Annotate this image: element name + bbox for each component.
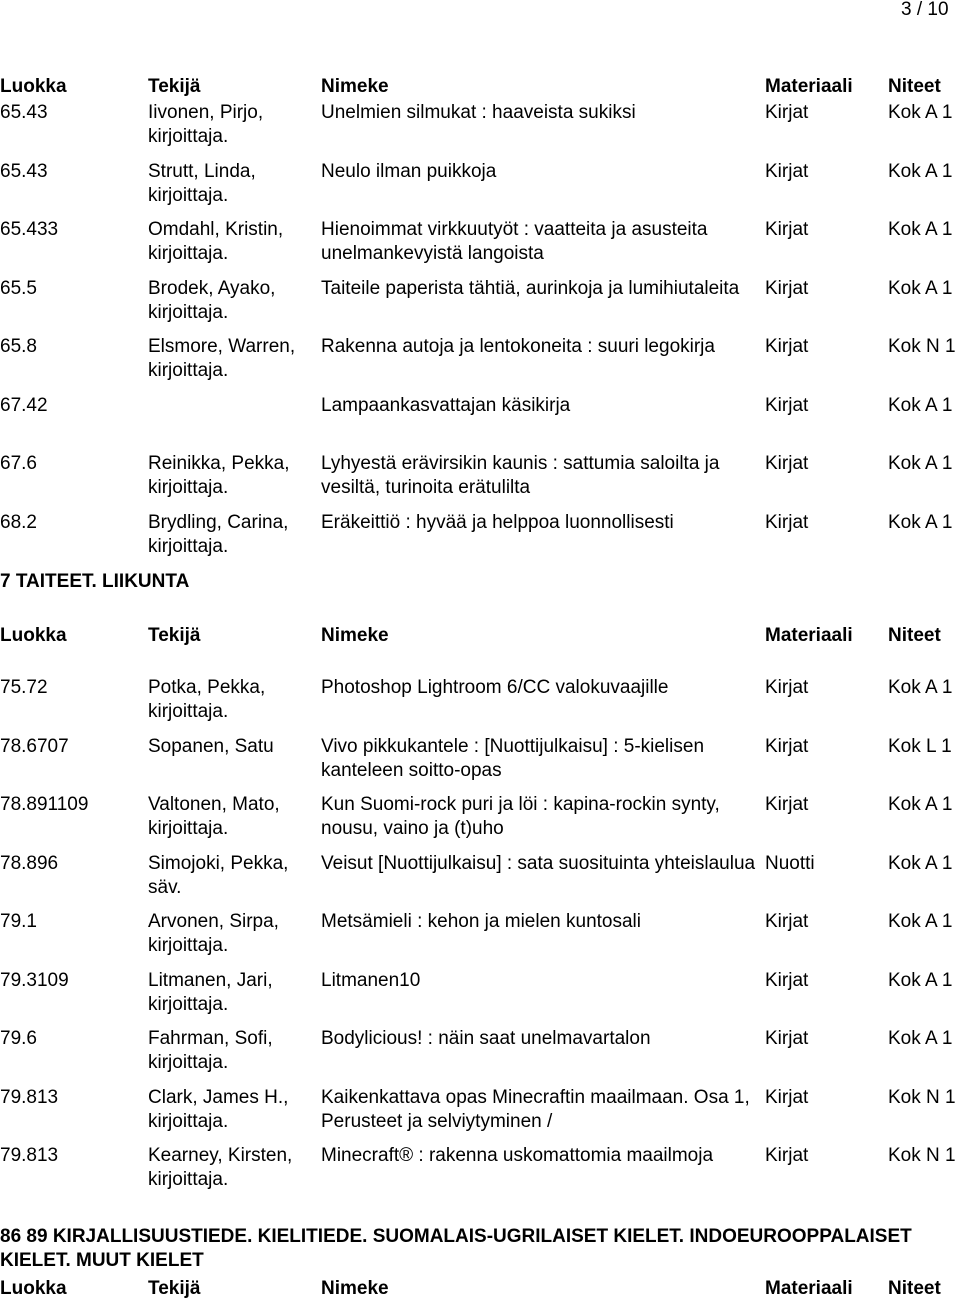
cell-author: Brydling, Carina, kirjoittaja. (148, 511, 289, 557)
cell-title: Lyhyestä erävirsikin kaunis : sattumia saloilta ja vesiltä, turinoita erätulilta (321, 453, 720, 498)
header-class: Luokka (0, 76, 67, 97)
cell-material: Kirjat (765, 911, 809, 932)
table-row (0, 335, 960, 394)
cell-class: 79.3109 (0, 969, 69, 991)
cell-author: Elsmore, Warren, kirjoittaja. (148, 336, 296, 381)
table-row (0, 511, 960, 570)
cell-material: Kirjat (765, 677, 809, 698)
table-row (0, 277, 960, 336)
cell-class: 75.72 (0, 677, 48, 698)
cell-class: 79.813 (0, 1086, 59, 1108)
table-row (0, 160, 960, 219)
cell-material: Kirjat (765, 277, 809, 299)
table-row (0, 676, 960, 735)
table-row (0, 852, 960, 911)
cell-class: 67.6 (0, 453, 37, 474)
cell-material: Kirjat (765, 160, 809, 182)
cell-title: Lampaankasvattajan käsikirja (321, 394, 571, 416)
cell-shelf: Kok N 1 (888, 1086, 956, 1108)
cell-author: Potka, Pekka, kirjoittaja. (148, 677, 266, 722)
cell-author: Arvonen, Sirpa, kirjoittaja. (148, 911, 279, 956)
cell-shelf: Kok A 1 (888, 102, 953, 123)
header-shelf: Niteet (888, 625, 941, 646)
table-row (0, 793, 960, 852)
table-row (0, 101, 960, 160)
cell-title: Kaikenkattava opas Minecraftin maailmaan. Osa 1, Perusteet ja selviytyminen / (321, 1086, 750, 1132)
cell-author: Brodek, Ayako, kirjoittaja. (148, 277, 276, 323)
cell-author: Reinikka, Pekka, kirjoittaja. (148, 453, 290, 498)
cell-author: Omdahl, Kristin, kirjoittaja. (148, 219, 284, 264)
table-header (0, 624, 960, 648)
cell-author: Litmanen, Jari, kirjoittaja. (148, 969, 273, 1015)
cell-class: 67.42 (0, 394, 48, 416)
table-row (0, 735, 960, 794)
cell-shelf: Kok A 1 (888, 219, 953, 240)
header-class: Luokka (0, 1278, 67, 1299)
table-row (0, 452, 960, 511)
cell-title: Eräkeittiö : hyvää ja helppoa luonnollisesti (321, 511, 674, 533)
cell-class: 79.1 (0, 911, 37, 932)
cell-title: Kun Suomi-rock puri ja löi : kapina-rockin synty, nousu, vaino ja (t)uho (321, 794, 720, 839)
cell-author: Iivonen, Pirjo, kirjoittaja. (148, 102, 264, 147)
cell-material: Kirjat (765, 394, 809, 416)
header-title: Nimeke (321, 625, 389, 646)
cell-shelf: Kok A 1 (888, 1028, 953, 1049)
header-author: Tekijä (148, 625, 201, 646)
cell-title: Rakenna autoja ja lentokoneita : suuri legokirja (321, 336, 715, 357)
cell-class: 65.433 (0, 219, 59, 240)
table-row (0, 910, 960, 969)
cell-shelf: Kok N 1 (888, 1145, 956, 1166)
table-row (0, 969, 960, 1028)
cell-shelf: Kok A 1 (888, 160, 953, 182)
cell-material: Nuotti (765, 852, 815, 874)
cell-class: 68.2 (0, 511, 37, 533)
cell-title: Vivo pikkukantele : [Nuottijulkaisu] : 5-kielisen kanteleen soitto-opas (321, 735, 705, 781)
header-title: Nimeke (321, 76, 389, 97)
cell-material: Kirjat (765, 969, 809, 991)
cell-author: Sopanen, Satu (148, 735, 274, 757)
cell-title: Bodylicious! : näin saat unelmavartalon (321, 1028, 651, 1049)
cell-author: Strutt, Linda, kirjoittaja. (148, 160, 256, 206)
cell-material: Kirjat (765, 511, 809, 533)
cell-material: Kirjat (765, 102, 809, 123)
cell-class: 65.43 (0, 160, 48, 182)
cell-shelf: Kok N 1 (888, 336, 956, 357)
cell-shelf: Kok A 1 (888, 794, 953, 815)
cell-title: Taiteile paperista tähtiä, aurinkoja ja lumihiutaleita (321, 277, 740, 299)
table-row (0, 218, 960, 277)
cell-author: Simojoki, Pekka, säv. (148, 852, 289, 898)
cell-class: 65.5 (0, 277, 37, 299)
cell-shelf: Kok L 1 (888, 735, 952, 757)
table-row (0, 394, 960, 453)
cell-material: Kirjat (765, 735, 809, 757)
section-title-arts: 7 TAITEET. LIIKUNTA (0, 571, 190, 592)
cell-material: Kirjat (765, 1028, 809, 1049)
cell-author: Valtonen, Mato, kirjoittaja. (148, 794, 280, 839)
catalog-table-1 (0, 75, 960, 557)
catalog-table-2 (0, 624, 960, 1190)
catalog-table-3 (0, 1277, 960, 1301)
cell-material: Kirjat (765, 453, 809, 474)
cell-class: 78.896 (0, 852, 59, 874)
cell-shelf: Kok A 1 (888, 394, 953, 416)
header-material: Materiaali (765, 1278, 853, 1299)
section-title-literature (0, 1225, 960, 1273)
table-row (0, 1144, 960, 1203)
cell-material: Kirjat (765, 219, 809, 240)
header-title: Nimeke (321, 1278, 389, 1299)
cell-class: 79.6 (0, 1028, 37, 1049)
cell-material: Kirjat (765, 1145, 809, 1166)
header-material: Materiaali (765, 625, 853, 646)
cell-author: Kearney, Kirsten, kirjoittaja. (148, 1145, 293, 1190)
header-author: Tekijä (148, 76, 201, 97)
table-row (0, 1027, 960, 1086)
header-material: Materiaali (765, 76, 853, 97)
cell-author: Clark, James H., kirjoittaja. (148, 1086, 289, 1132)
cell-shelf: Kok A 1 (888, 511, 953, 533)
cell-shelf: Kok A 1 (888, 453, 953, 474)
header-author: Tekijä (148, 1278, 201, 1299)
cell-shelf: Kok A 1 (888, 969, 953, 991)
cell-title: Hienoimmat virkkuutyöt : vaatteita ja asusteita unelmankevyistä langoista (321, 219, 708, 264)
cell-title: Neulo ilman puikkoja (321, 160, 497, 182)
cell-class: 78.891109 (0, 794, 89, 815)
cell-class: 78.6707 (0, 735, 69, 757)
table-header (0, 1277, 960, 1301)
cell-author: Fahrman, Sofi, kirjoittaja. (148, 1028, 273, 1073)
cell-material: Kirjat (765, 794, 809, 815)
page-number: 3 / 10 (901, 0, 949, 20)
cell-title: Metsämieli : kehon ja mielen kuntosali (321, 911, 641, 932)
cell-class: 79.813 (0, 1145, 59, 1166)
cell-title: Unelmien silmukat : haaveista sukiksi (321, 102, 636, 123)
cell-class: 65.43 (0, 102, 48, 123)
cell-shelf: Kok A 1 (888, 911, 953, 932)
cell-title: Veisut [Nuottijulkaisu] : sata suosituinta yhteislaulua (321, 852, 756, 874)
cell-class: 65.8 (0, 336, 37, 357)
cell-material: Kirjat (765, 336, 809, 357)
cell-shelf: Kok A 1 (888, 852, 953, 874)
cell-title: Photoshop Lightroom 6/CC valokuvaajille (321, 677, 669, 698)
cell-shelf: Kok A 1 (888, 277, 953, 299)
table-header (0, 75, 960, 99)
cell-title: Litmanen10 (321, 969, 421, 991)
cell-material: Kirjat (765, 1086, 809, 1108)
cell-title: Minecraft® : rakenna uskomattomia maailmoja (321, 1145, 714, 1166)
section-title-literature-text: 86 89 KIRJALLISUUSTIEDE. KIELITIEDE. SUOMALAIS-UGRILAISET KIELET. INDOEUROOPPALAISET KIELET. MUUT KIELET (0, 1226, 912, 1271)
header-shelf: Niteet (888, 76, 941, 97)
header-class: Luokka (0, 625, 67, 646)
header-shelf: Niteet (888, 1278, 941, 1299)
cell-shelf: Kok A 1 (888, 677, 953, 698)
table-row (0, 1086, 960, 1145)
